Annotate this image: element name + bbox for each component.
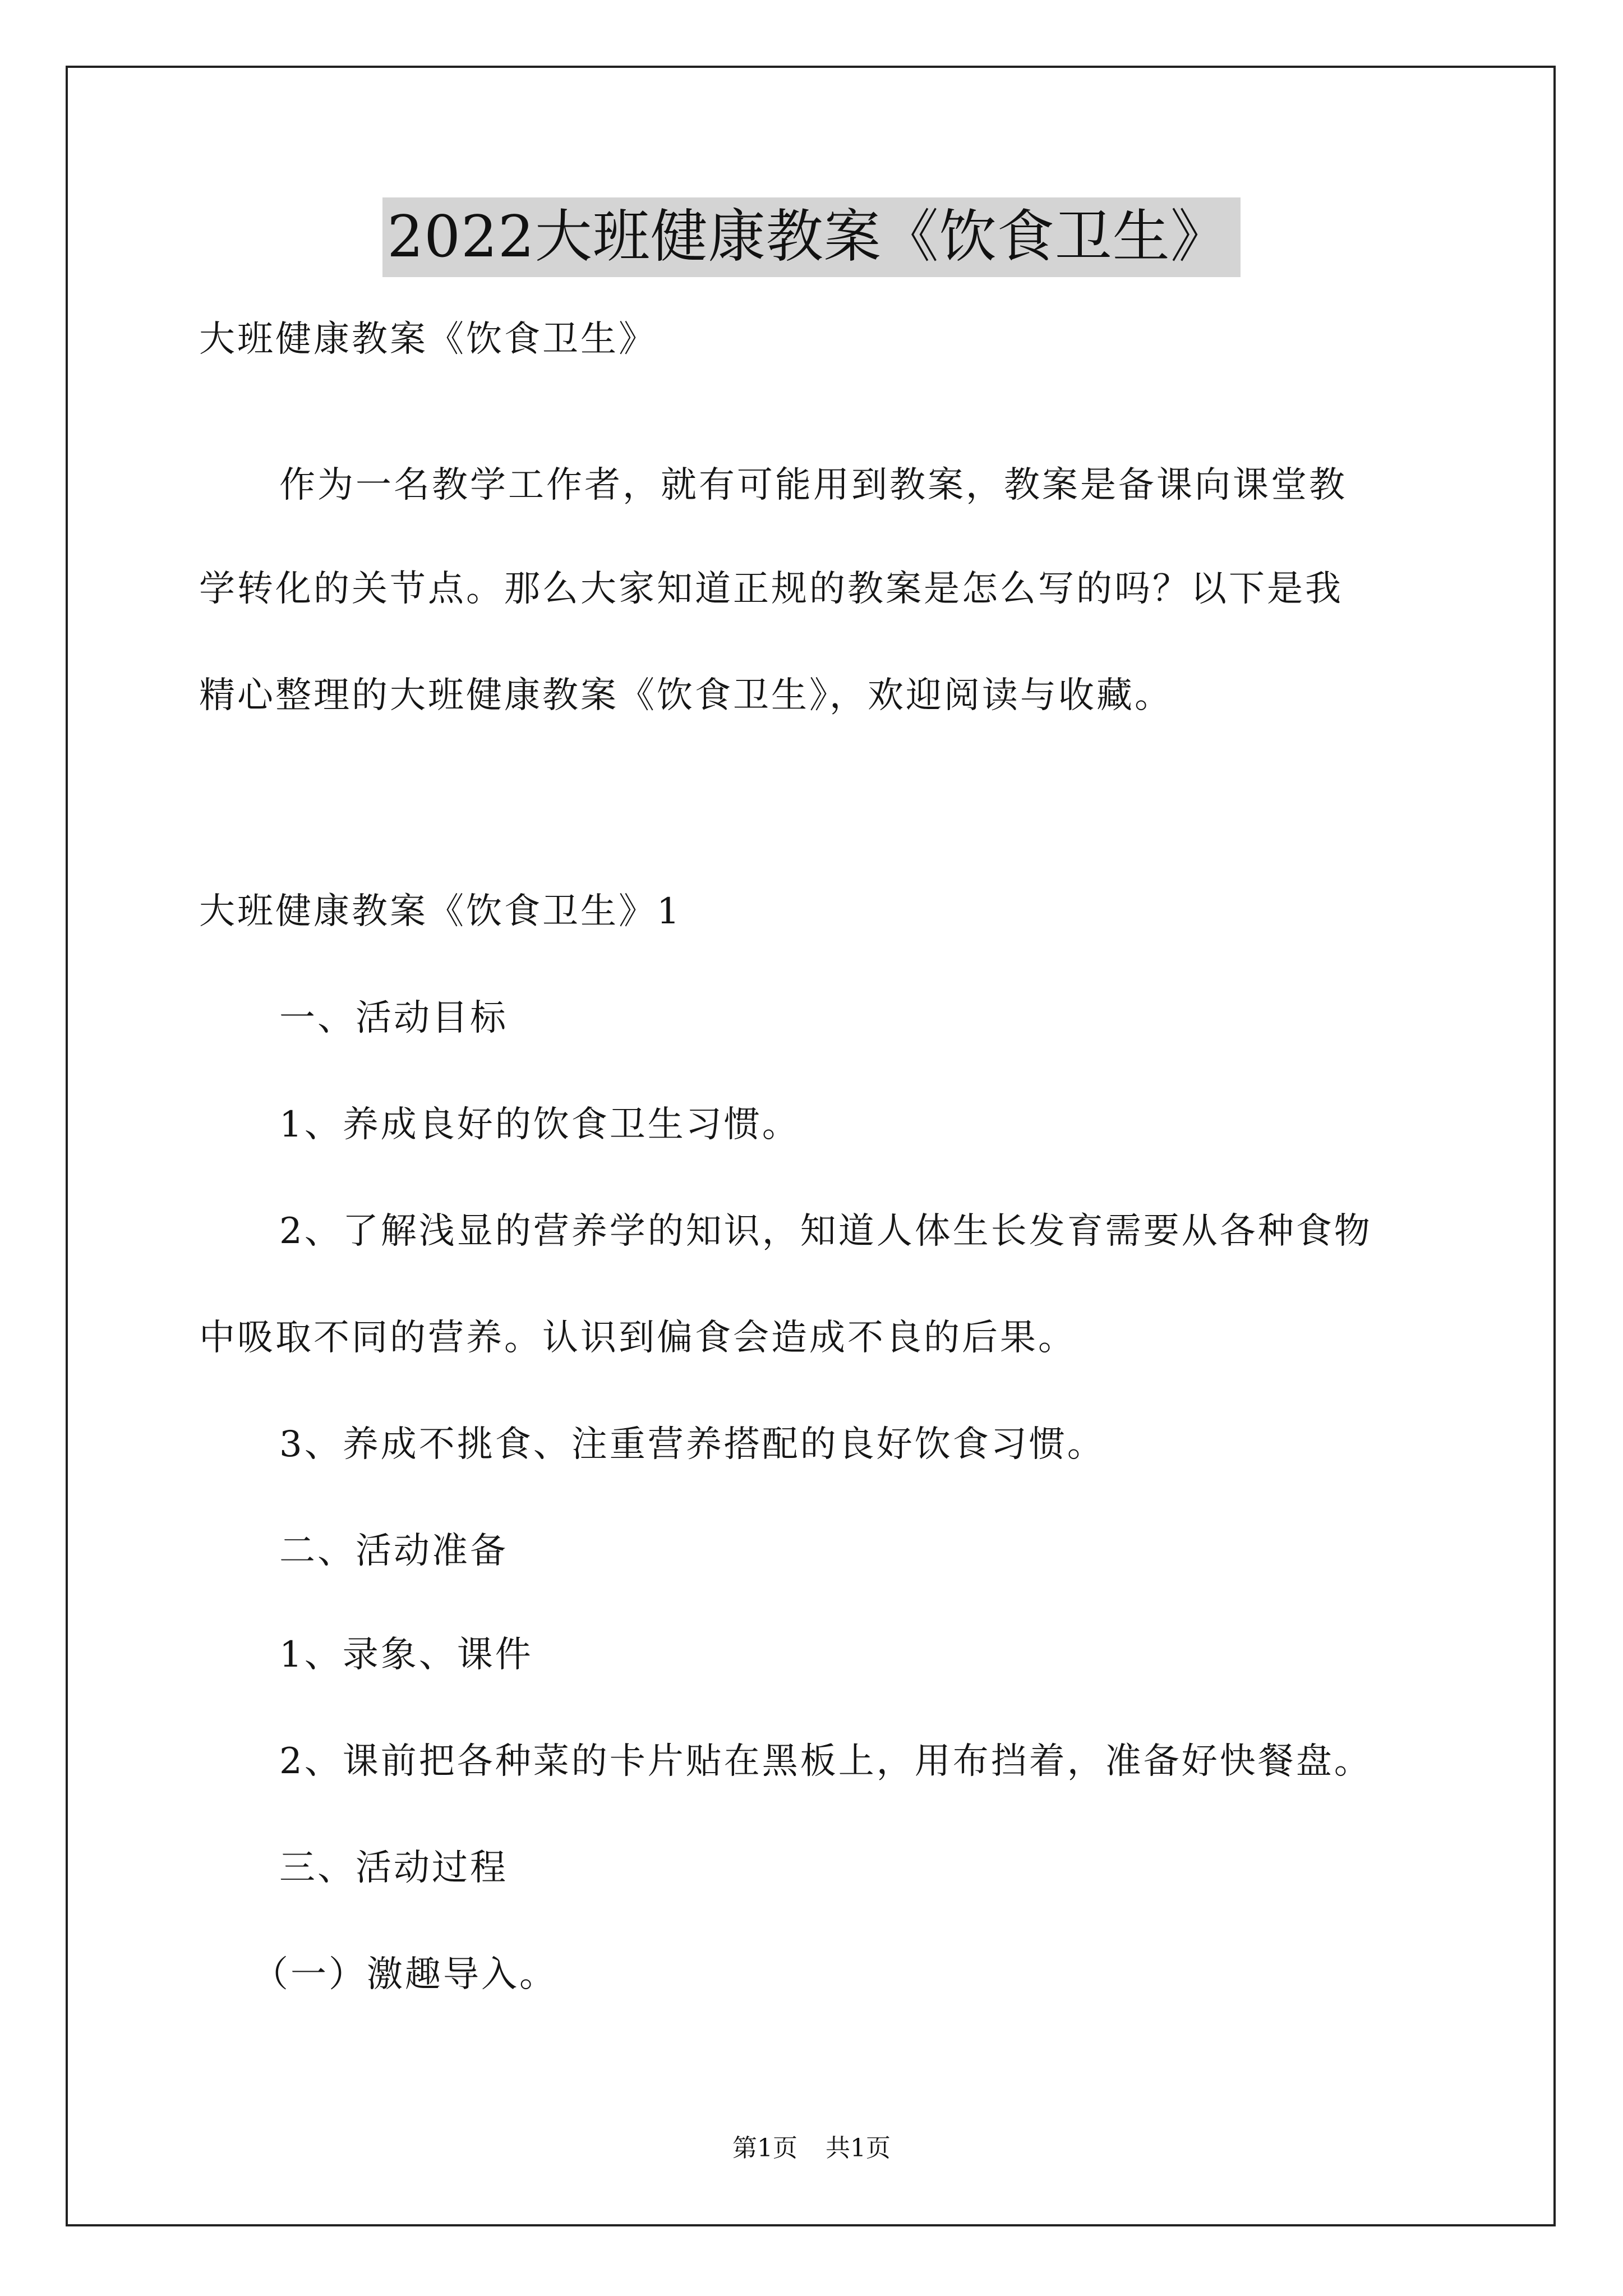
text-line-goal-3: 3、养成不挑食、注重营养搭配的良好饮食习惯。 [279, 1424, 1105, 1465]
text-line-prep-1: 1、录象、课件 [279, 1634, 533, 1676]
text-line-goal-1: 1、养成良好的饮食卫生习惯。 [279, 1104, 800, 1145]
text-line-intro-1: 作为一名教学工作者，就有可能用到教案，教案是备课向课堂教 [279, 464, 1347, 506]
page-footer [0, 2132, 1623, 2165]
text-line-intro-2: 学转化的关节点。那么大家知道正规的教案是怎么写的吗？以下是我 [199, 568, 1343, 610]
text-line-goal-2a: 2、了解浅显的营养学的知识，知道人体生长发育需要从各种食物 [279, 1211, 1372, 1252]
text-line-prep-2: 2、课前把各种菜的卡片贴在黑板上，用布挡着，准备好快餐盘。 [279, 1741, 1372, 1782]
text-line-process-heading: 三、活动过程 [279, 1847, 508, 1889]
page-number-total: 共1页 [826, 2134, 891, 2162]
text-line-process-step-1: （一）激趣导入。 [252, 1954, 557, 1995]
text-line-prep-heading: 二、活动准备 [279, 1530, 508, 1572]
text-line-intro-3: 精心整理的大班健康教案《饮食卫生》，欢迎阅读与收藏。 [199, 675, 1173, 716]
text-line-subtitle: 大班健康教案《饮食卫生》 [199, 319, 657, 360]
title-container [0, 197, 1623, 277]
text-line-goal-2b: 中吸取不同的营养。认识到偏食会造成不良的后果。 [199, 1317, 1076, 1359]
page-number-current: 第1页 [732, 2134, 797, 2162]
text-line-goals-heading: 一、活动目标 [279, 997, 508, 1039]
text-line-section-heading: 大班健康教案《饮食卫生》1 [199, 891, 682, 932]
document-title: 2022大班健康教案《饮食卫生》 [382, 197, 1241, 277]
